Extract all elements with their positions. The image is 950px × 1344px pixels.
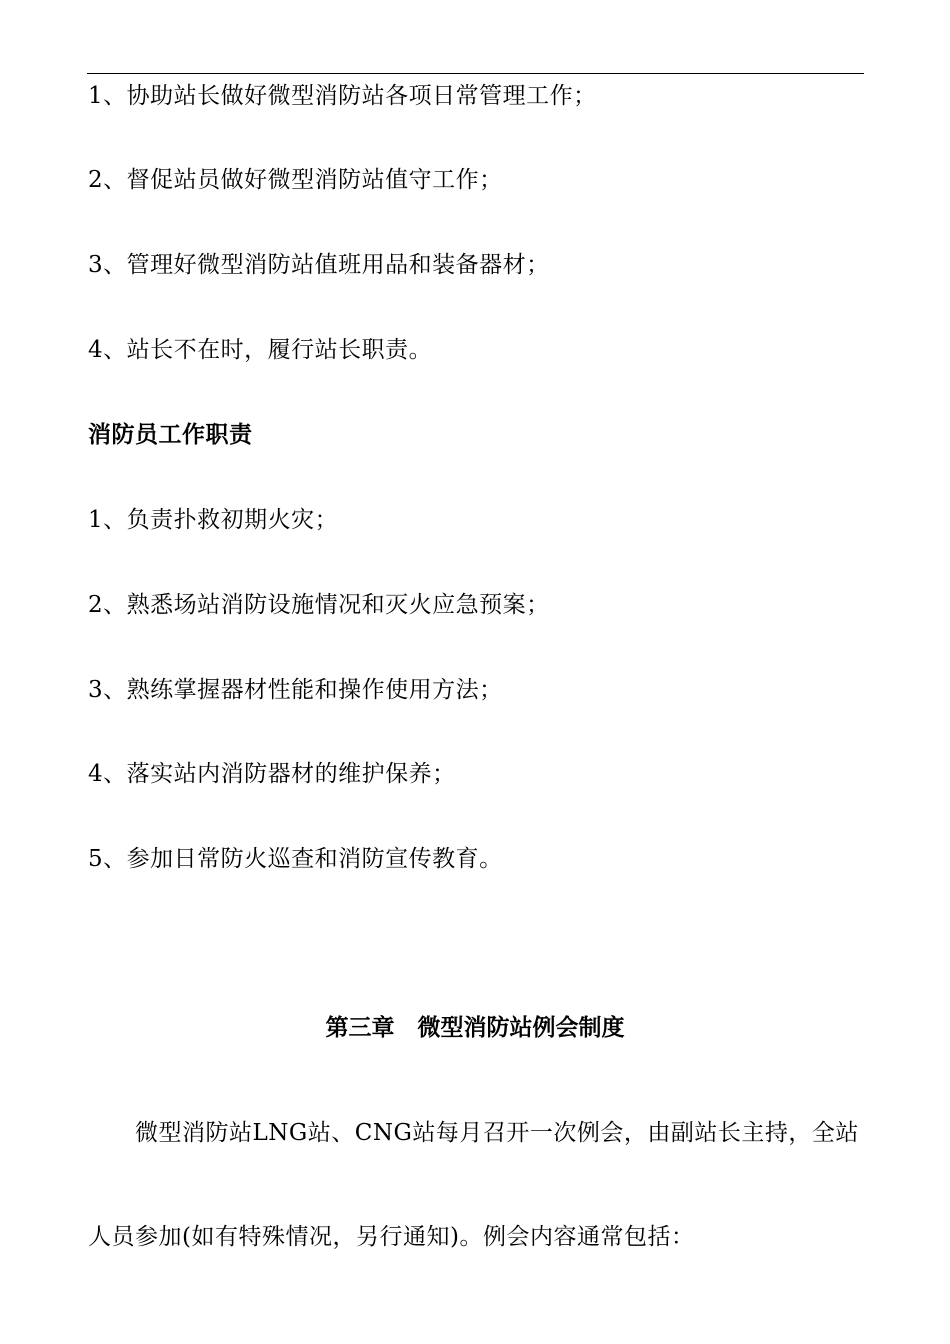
deputy-duty-item-4: 4、站长不在时，履行站长职责。 [88, 337, 433, 363]
chapter-title: 第三章 微型消防站例会制度 [325, 1015, 625, 1041]
firefighter-duty-item-4: 4、落实站内消防器材的维护保养； [88, 761, 456, 787]
deputy-duty-item-2: 2、督促站员做好微型消防站值守工作； [88, 167, 503, 193]
firefighter-duty-item-2: 2、熟悉场站消防设施情况和灭火应急预案； [88, 592, 550, 618]
firefighter-duty-item-5: 5、参加日常防火巡查和消防宣传教育。 [88, 846, 503, 872]
chapter-paragraph-line-1: 微型消防站LNG站、CNG站每月召开一次例会，由副站长主持，全站 [135, 1120, 859, 1146]
deputy-duty-item-3: 3、管理好微型消防站值班用品和装备器材； [88, 252, 550, 278]
deputy-duty-item-1: 1、协助站长做好微型消防站各项日常管理工作； [88, 83, 597, 109]
chapter-paragraph-line-2: 人员参加(如有特殊情况，另行通知)。例会内容通常包括： [88, 1224, 695, 1250]
firefighter-duties-heading: 消防员工作职责 [88, 422, 253, 448]
firefighter-duty-item-1: 1、负责扑救初期火灾； [88, 507, 339, 533]
firefighter-duty-item-3: 3、熟练掌握器材性能和操作使用方法； [88, 677, 503, 703]
header-rule [87, 73, 864, 74]
